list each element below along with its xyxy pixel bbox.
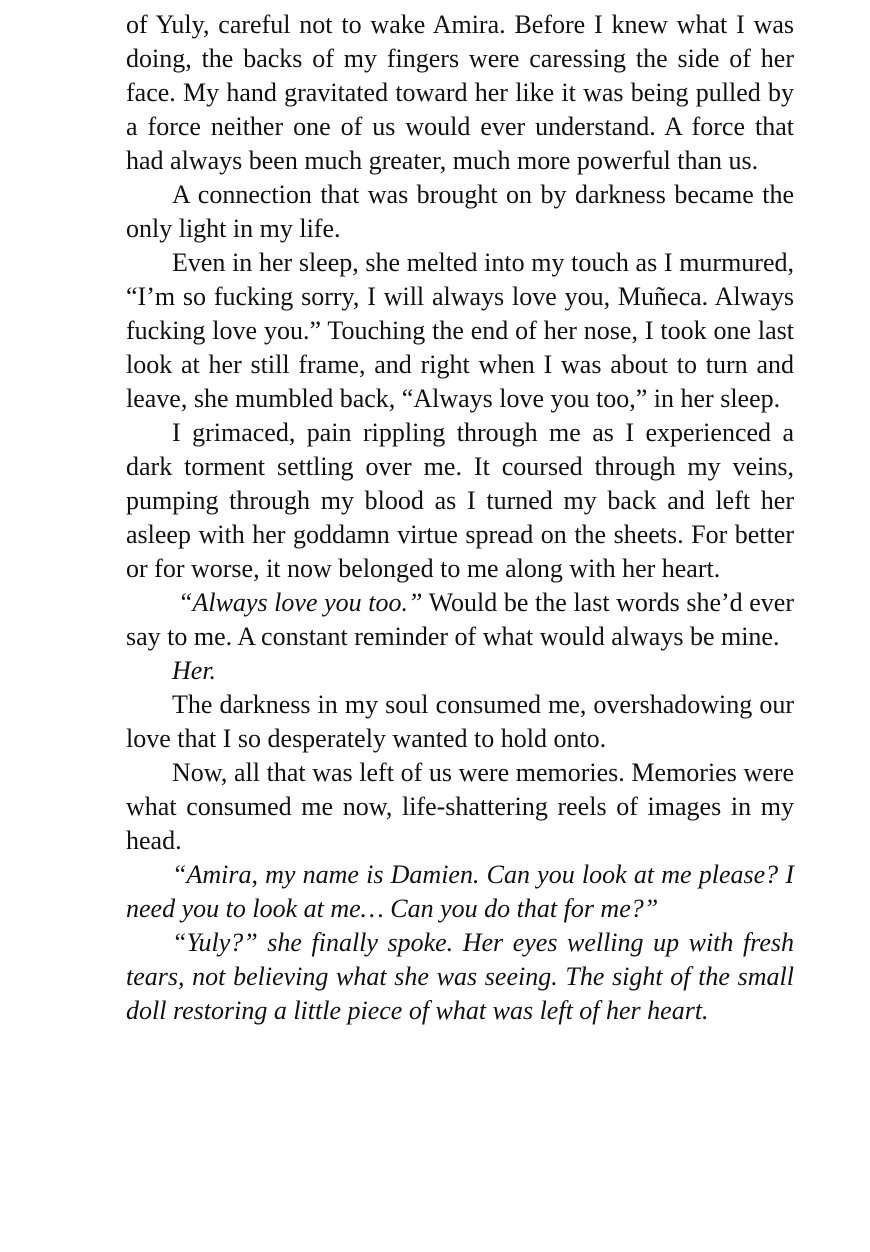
book-page	[126, 8, 794, 1028]
paragraph-5	[126, 586, 794, 654]
paragraph-3: Even in her sleep, she melted into my touch as I murmured, “I’m so fucking sorry, I will always love you, Muñeca. Always fucking love you.” Touching the end of her nose, I took one last look at her still frame, and right when I was about to turn and leave, she mumbled back, “Always love you too,” in her sleep.	[126, 248, 794, 413]
paragraph-5-text: Would be the last words she’d ever say to me. A constant reminder of what would always be mine.	[126, 588, 795, 651]
paragraph-2: A connection that was brought on by darkness became the only light in my life.	[126, 180, 794, 243]
paragraph-7: The darkness in my soul consumed me, overshadowing our love that I so desperately wanted to hold onto.	[126, 690, 794, 753]
paragraph-8: Now, all that was left of us were memories. Memories were what consumed me now, life-shattering reels of images in my head.	[126, 758, 794, 855]
paragraph-10: “Yuly?” she finally spoke. Her eyes welling up with fresh tears, not believing what she was seeing. The sight of the small doll restoring a little piece of what was left of her heart.	[126, 928, 794, 1025]
paragraph-6: Her.	[172, 656, 217, 685]
paragraph-9: “Amira, my name is Damien. Can you look at me please? I need you to look at me… Can you do that for me?”	[126, 860, 794, 923]
paragraph-1: of Yuly, careful not to wake Amira. Before I knew what I was doing, the backs of my fingers were caressing the side of her face. My hand gravitated toward her like it was being pulled by a force neither one of us would ever understand. A force that had always been much greater, much more powerful than us.	[126, 10, 794, 175]
paragraph-4: I grimaced, pain rippling through me as I experienced a dark torment settling over me. It coursed through my veins, pumping through my blood as I turned my back and left her asleep with her goddamn virtue spread on the sheets. For better or for worse, it now belonged to me along with her heart.	[126, 418, 794, 583]
paragraph-5-quote: “Always love you too.”	[178, 588, 423, 617]
